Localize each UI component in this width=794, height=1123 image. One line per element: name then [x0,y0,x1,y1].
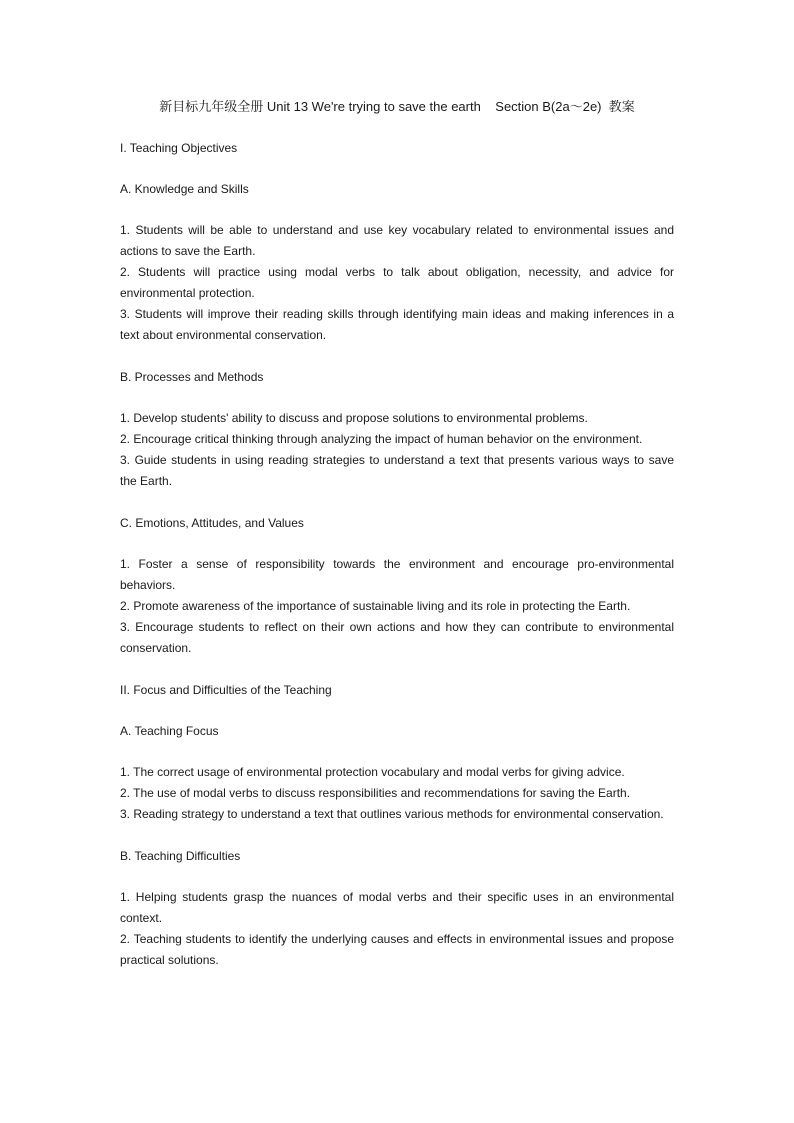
list-item: 1. Foster a sense of responsibility towards the environment and encourage pro-environmental behaviors. [120,557,674,592]
document-body [120,138,674,992]
list-item: 2. Teaching students to identify the underlying causes and effects in environmental issues and propose practical solutions. [120,932,674,967]
list-item: 3. Students will improve their reading skills through identifying main ideas and making inferences in a text about environmental conservation. [120,307,674,342]
list-item: 2. Promote awareness of the importance of sustainable living and its role in protecting the Earth. [120,599,631,613]
list-item: 1. The correct usage of environmental protection vocabulary and modal verbs for giving advice. [120,765,625,779]
list-item: 1. Students will be able to understand and use key vocabulary related to environmental issues and actions to save the Earth. [120,223,674,258]
knowledge-list [120,220,674,346]
list-item: 3. Reading strategy to understand a text that outlines various methods for environmental conservation. [120,807,664,821]
list-item: 3. Guide students in using reading strategies to understand a text that presents various ways to save the Earth. [120,453,674,488]
list-item: 3. Encourage students to reflect on their own actions and how they can contribute to environmental conservation. [120,620,674,655]
teaching-focus-list [120,762,674,825]
difficulties-list [120,887,674,971]
list-item: 2. Students will practice using modal verbs to talk about obligation, necessity, and advice for environmental protection. [120,265,674,300]
emotions-list [120,554,674,659]
list-item: 2. The use of modal verbs to discuss responsibilities and recommendations for saving the Earth. [120,786,631,800]
list-item: 2. Encourage critical thinking through analyzing the impact of human behavior on the environment. [120,432,643,446]
subsection-heading-processes: B. Processes and Methods [120,370,264,384]
document-title: 新目标九年级全册 Unit 13 We're trying to save the earth Section B(2a～2e) 教案 [159,99,635,114]
subsection-heading-teaching-focus: A. Teaching Focus [120,724,219,738]
section-heading-focus: II. Focus and Difficulties of the Teaching [120,683,332,697]
section-heading-objectives: I. Teaching Objectives [120,141,238,155]
subsection-heading-difficulties: B. Teaching Difficulties [120,849,241,863]
subsection-heading-knowledge: A. Knowledge and Skills [120,182,249,196]
list-item: 1. Develop students' ability to discuss and propose solutions to environmental problems. [120,411,588,425]
subsection-heading-emotions: C. Emotions, Attitudes, and Values [120,516,304,530]
processes-list [120,408,674,492]
list-item: 1. Helping students grasp the nuances of modal verbs and their specific uses in an environmental context. [120,890,674,925]
